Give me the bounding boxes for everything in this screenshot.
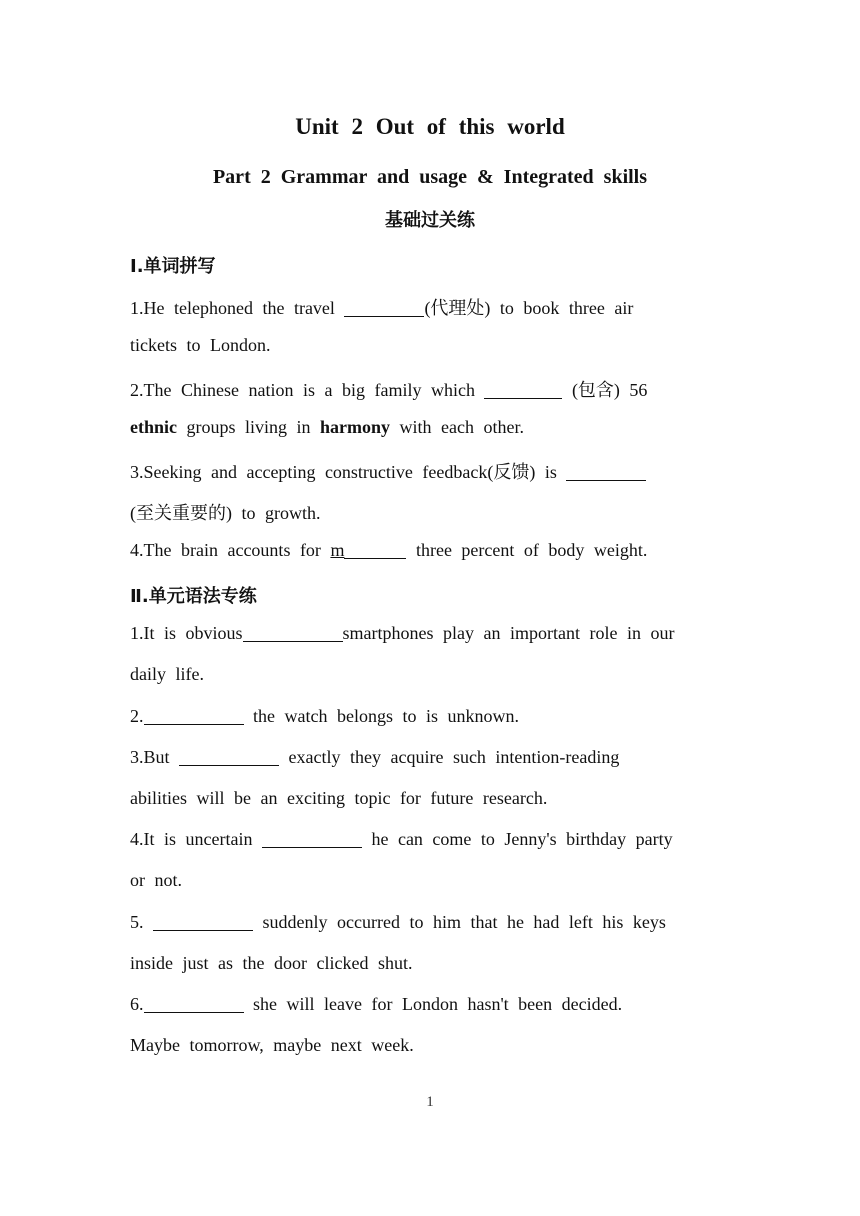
question-text: 1.He telephoned the travel [130, 298, 345, 318]
section-heading-grammar: Ⅱ.单元语法专练 [130, 586, 257, 607]
question-text: 4.It is uncertain [130, 829, 262, 849]
question-1-line-1 [130, 294, 730, 320]
exercise-heading: 基础过关练 [385, 210, 475, 231]
answer-blank[interactable] [153, 914, 253, 931]
grammar-question-1-line-1 [130, 623, 730, 644]
question-3-line-2 [130, 499, 730, 525]
question-text: with each other. [390, 417, 524, 437]
question-text: three percent of body weight. [406, 540, 648, 560]
question-text: 3.But [130, 747, 180, 767]
grammar-question-5-line-2 [130, 953, 730, 974]
answer-blank[interactable] [566, 464, 646, 481]
question-text: he can come to Jenny's birthday party [361, 829, 673, 849]
question-text: inside just as the door clicked shut. [130, 953, 413, 973]
question-text: 4.The brain accounts for [130, 540, 331, 560]
answer-blank[interactable] [344, 300, 424, 317]
answer-blank[interactable] [262, 831, 362, 848]
question-text: tickets to London. [130, 335, 271, 355]
question-text: exactly they acquire such intention-reading [279, 747, 620, 767]
answer-blank[interactable] [144, 708, 244, 725]
question-text: (至关重要的) to growth. [130, 503, 321, 523]
bold-word: ethnic [130, 417, 177, 437]
document-title: Unit 2 Out of this world [295, 114, 565, 139]
question-text: 2. [130, 706, 144, 726]
page-number: 1 [426, 1094, 434, 1110]
question-2-line-2 [130, 417, 730, 438]
hint-letter: m [330, 540, 345, 560]
document-subtitle: Part 2 Grammar and usage & Integrated skills [212, 166, 648, 188]
grammar-question-2-line-1 [130, 706, 730, 727]
question-4-line-1 [130, 540, 730, 561]
answer-blank[interactable] [179, 749, 279, 766]
question-text: or not. [130, 870, 182, 890]
question-text: smartphones play an important role in our [342, 623, 675, 643]
grammar-question-3-line-2 [130, 788, 730, 809]
question-text: 2.The Chinese nation is a big family which [130, 380, 485, 400]
question-text: 3.Seeking and accepting constructive feedback(反馈) is [130, 462, 567, 482]
question-3-line-1 [130, 458, 730, 484]
grammar-question-6-line-1 [130, 994, 730, 1015]
grammar-question-1-line-2 [130, 664, 730, 685]
answer-blank[interactable] [144, 996, 244, 1013]
grammar-question-6-line-2 [130, 1035, 730, 1056]
question-text: (代理处) to book three air [424, 298, 634, 318]
bold-word: harmony [320, 417, 391, 437]
question-2-line-1 [130, 376, 730, 402]
question-1-line-2 [130, 335, 730, 356]
answer-blank[interactable] [344, 542, 406, 559]
section-heading-spelling: Ⅰ.单词拼写 [130, 256, 216, 277]
answer-blank[interactable] [243, 625, 343, 642]
question-text: 5. [130, 912, 153, 932]
question-text: the watch belongs to is unknown. [243, 706, 519, 726]
answer-blank[interactable] [484, 382, 562, 399]
question-text: daily life. [130, 664, 204, 684]
question-text: 6. [130, 994, 144, 1014]
question-text: (包含) 56 [562, 380, 648, 400]
grammar-question-4-line-1 [130, 829, 730, 850]
grammar-question-3-line-1 [130, 747, 730, 768]
question-text: abilities will be an exciting topic for future research. [130, 788, 548, 808]
question-text: Maybe tomorrow, maybe next week. [130, 1035, 414, 1055]
question-text: she will leave for London hasn't been decided. [243, 994, 623, 1014]
question-text: suddenly occurred to him that he had left his keys [253, 912, 666, 932]
grammar-question-5-line-1 [130, 912, 730, 933]
grammar-question-4-line-2 [130, 870, 730, 891]
question-text: groups living in [177, 417, 321, 437]
question-text: 1.It is obvious [130, 623, 243, 643]
